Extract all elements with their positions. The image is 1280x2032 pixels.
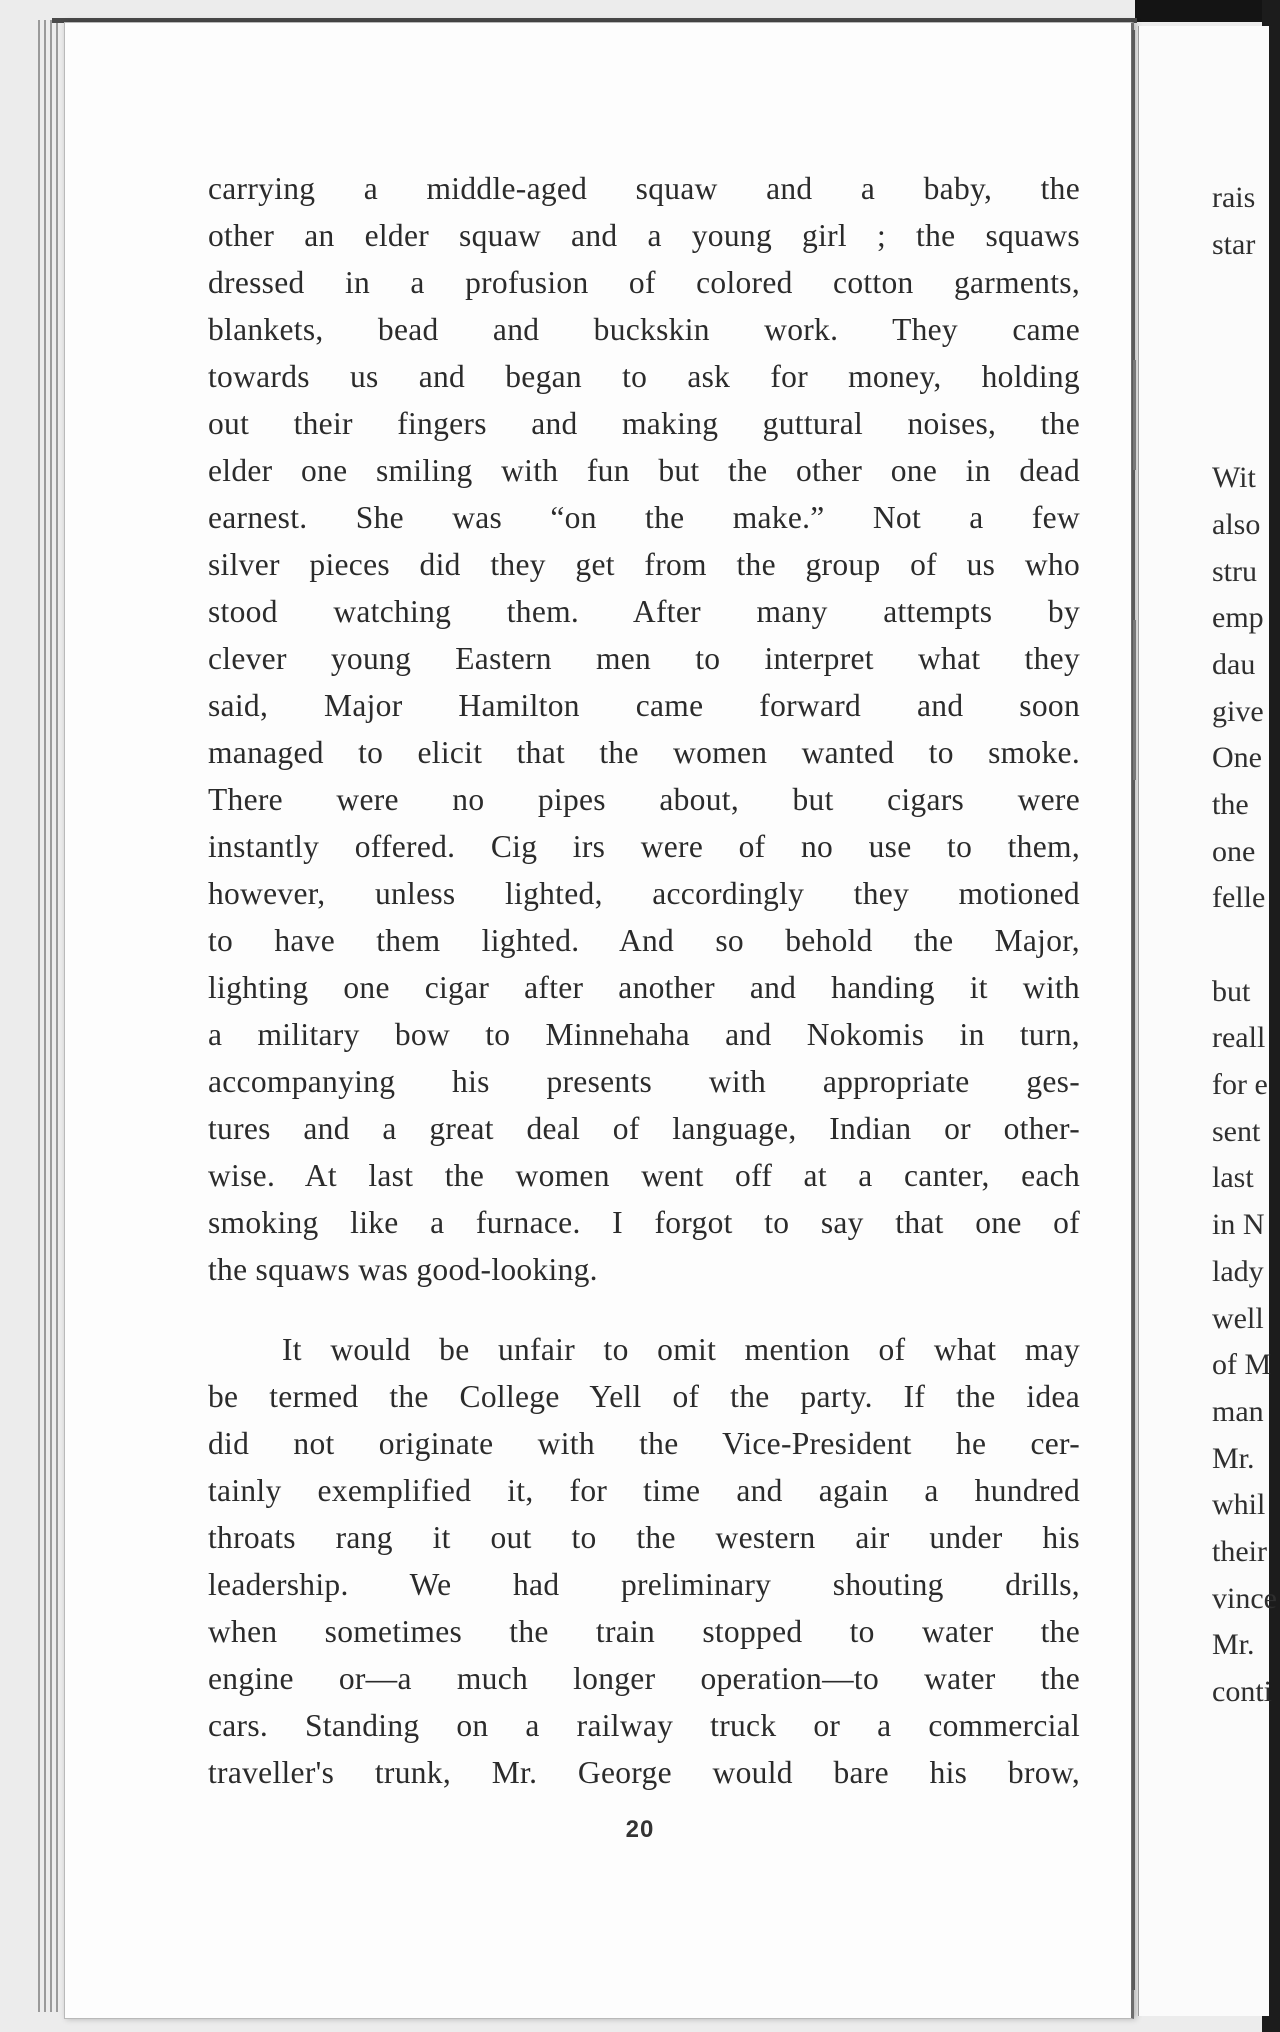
text-line: instantly offered. Cig irs were of no use to them, [208,829,1080,864]
facing-page-line: conti [1212,1675,1272,1708]
text-line: a military bow to Minnehaha and Nokomis in turn, [208,1017,1080,1052]
page-number: 20 [625,1816,655,1843]
text-line: to have them lighted. And so behold the Major, [208,923,1080,958]
book-gutter [1132,30,1135,1990]
paragraph-gap [208,1293,1080,1326]
text-line: other an elder squaw and a young girl ; the squaws [208,218,1080,253]
facing-page-line: Wit [1212,461,1256,495]
facing-page-line: also [1212,507,1261,541]
facing-page-line [1212,268,1280,315]
facing-page-line: dau [1212,647,1256,681]
facing-page-line: in N [1212,1208,1265,1242]
text-line: lighting one cigar after another and handing it with [208,970,1080,1005]
text-line: clever young Eastern men to interpret what they [208,641,1080,676]
facing-page-line: emp [1212,601,1264,635]
facing-page-line: man [1212,1394,1264,1428]
facing-page-line: Mr. [1212,1441,1255,1475]
text-line: tures and a great deal of language, Indian or other- [208,1111,1080,1146]
facing-page-line: reall [1212,1021,1266,1055]
text-line: managed to elicit that the women wanted to smoke. [208,735,1080,770]
text-line: when sometimes the train stopped to water the [208,1614,1080,1649]
page-edge [50,20,52,2012]
facing-page-line: One [1212,741,1262,775]
facing-page-line: give [1212,694,1264,728]
text-line: stood watching them. After many attempts by [208,594,1080,629]
text-line: however, unless lighted, accordingly they motioned [208,876,1080,911]
text-line: did not originate with the Vice-President he cer- [208,1426,1080,1461]
facing-page-line: rais [1212,181,1256,214]
facing-page-line: well [1212,1301,1264,1335]
gutter-shadow [1133,620,1136,780]
text-line: accompanying his presents with appropriate ges- [208,1064,1080,1099]
gutter-shadow [1133,360,1136,470]
facing-page-line: but [1212,974,1251,1008]
facing-page-line: for e [1212,1068,1268,1102]
page-body-text [208,165,1080,1796]
text-line: the squaws was good-looking. [208,1252,598,1287]
facing-page-line: Mr. [1212,1628,1255,1662]
facing-page-line: vince [1212,1581,1277,1615]
text-line: wise. At last the women went off at a canter, each [208,1158,1080,1193]
text-line: smoking like a furnace. I forgot to say that one of [208,1205,1080,1240]
text-line: be termed the College Yell of the party. If the idea [208,1379,1080,1414]
facing-page-line: last [1212,1161,1254,1195]
text-line: tainly exemplified it, for time and again a hundred [208,1473,1080,1508]
facing-page-line: their [1212,1534,1267,1568]
text-line: cars. Standing on a railway truck or a commercial [208,1708,1080,1743]
facing-page-line: sent [1212,1114,1261,1148]
facing-page-line [1212,408,1280,455]
facing-page-line: star [1212,227,1256,261]
page-edge [38,20,40,2012]
facing-page-line: one [1212,834,1256,868]
facing-page-line [1212,362,1280,409]
text-line: engine or—a much longer operation—to water the [208,1661,1080,1696]
text-line: out their fingers and making guttural noises, the [208,406,1080,441]
text-line: blankets, bead and buckskin work. They came [208,312,1080,347]
text-line: elder one smiling with fun but the other one in dead [208,453,1080,488]
facing-page-line: lady [1212,1254,1264,1288]
text-line: leadership. We had preliminary shouting drills, [208,1567,1080,1602]
text-line: said, Major Hamilton came forward and soon [208,688,1080,723]
facing-page-line: whil [1212,1488,1266,1522]
facing-page-line [1212,315,1280,362]
facing-page-text [1212,175,1280,1716]
text-line: dressed in a profusion of colored cotton garments, [208,265,1080,300]
text-line: It would be unfair to omit mention of what may [282,1332,1080,1367]
page-edge [44,20,46,2012]
facing-page-line: of M [1212,1348,1272,1382]
page-edge [56,20,58,2012]
facing-page-line [1212,922,1280,969]
text-line: towards us and began to ask for money, holding [208,359,1080,394]
text-line: throats rang it out to the western air under his [208,1520,1080,1555]
facing-page-line: stru [1212,554,1257,588]
text-line: silver pieces did they get from the group of us who [208,547,1080,582]
facing-page-line: the [1212,787,1249,821]
text-line: traveller's trunk, Mr. George would bare his brow, [208,1755,1080,1790]
text-line: earnest. She was “on the make.” Not a few [208,500,1080,535]
text-line: carrying a middle-aged squaw and a baby, the [208,171,1080,206]
scanner-bed-top [1135,0,1280,22]
text-line: There were no pipes about, but cigars were [208,782,1080,817]
facing-page-line: felle [1212,881,1266,915]
